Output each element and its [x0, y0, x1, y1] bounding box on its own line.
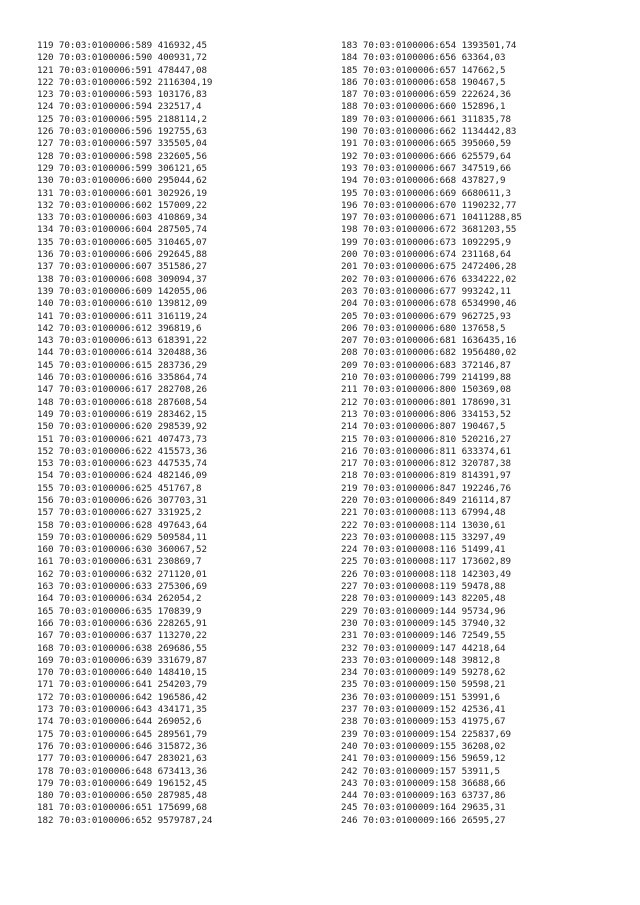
table-row: 189 70:03:0100006:661 311835,78: [341, 113, 511, 125]
table-row: 187 70:03:0100006:659 222624,36: [341, 89, 511, 101]
table-row: 144 70:03:0100006:614 320488,36: [37, 347, 207, 359]
table-row: 210 70:03:0100006:799 214199,88: [341, 372, 511, 384]
table-row: 217 70:03:0100006:812 320787,38: [341, 458, 511, 470]
table-row: 199 70:03:0100006:673 1092295,9: [341, 236, 511, 248]
table-row: 171 70:03:0100006:641 254203,79: [37, 679, 207, 691]
table-row: 195 70:03:0100006:669 6680611,3: [341, 187, 511, 199]
table-row: 121 70:03:0100006:591 478447,08: [37, 64, 207, 76]
table-row: 183 70:03:0100006:654 1393501,74: [341, 40, 517, 51]
table-row: 234 70:03:0100009:149 59278,62: [341, 667, 506, 679]
table-row: 132 70:03:0100006:602 157009,22: [37, 199, 207, 211]
table-row: 239 70:03:0100009:154 225837,69: [341, 728, 511, 740]
table-row: 168 70:03:0100006:638 269686,55: [37, 642, 207, 654]
table-row: 136 70:03:0100006:606 292645,88: [37, 249, 207, 261]
right-column: [341, 40, 631, 827]
table-row: 173 70:03:0100006:643 434171,35: [37, 704, 207, 716]
table-row: 157 70:03:0100006:627 331925,2: [37, 507, 202, 519]
table-row: 190 70:03:0100006:662 1134442,83: [341, 126, 517, 138]
table-row: 216 70:03:0100006:811 633374,61: [341, 445, 511, 457]
table-row: 126 70:03:0100006:596 192755,63: [37, 126, 207, 138]
table-row: 139 70:03:0100006:609 142055,06: [37, 285, 207, 297]
table-row: 222 70:03:0100008:114 13030,61: [341, 519, 506, 531]
table-row: 226 70:03:0100008:118 142303,49: [341, 568, 511, 580]
table-row: 151 70:03:0100006:621 407473,73: [37, 433, 207, 445]
table-row: 145 70:03:0100006:615 283736,29: [37, 359, 207, 371]
table-row: 242 70:03:0100009:157 53911,5: [341, 765, 500, 777]
table-row: 245 70:03:0100009:164 29635,31: [341, 802, 506, 814]
table-row: 161 70:03:0100006:631 230869,7: [37, 556, 202, 568]
table-row: 224 70:03:0100008:116 51499,41: [341, 544, 506, 556]
table-row: 233 70:03:0100009:148 39812,8: [341, 654, 500, 666]
table-row: 201 70:03:0100006:675 2472406,28: [341, 261, 517, 273]
table-row: 191 70:03:0100006:665 395060,59: [341, 138, 511, 150]
table-row: 175 70:03:0100006:645 289561,79: [37, 728, 207, 740]
table-row: 181 70:03:0100006:651 175699,68: [37, 802, 207, 814]
left-column: [37, 40, 337, 827]
table-row: 158 70:03:0100006:628 497643,64: [37, 519, 207, 531]
table-row: 212 70:03:0100006:801 178690,31: [341, 396, 511, 408]
table-row: 149 70:03:0100006:619 283462,15: [37, 408, 207, 420]
table-row: 186 70:03:0100006:658 190467,5: [341, 76, 506, 88]
table-row: 178 70:03:0100006:648 673413,36: [37, 765, 207, 777]
table-row: 156 70:03:0100006:626 307703,31: [37, 494, 207, 506]
table-row: 122 70:03:0100006:592 2116304,19: [37, 76, 213, 88]
table-row: 154 70:03:0100006:624 482146,09: [37, 470, 207, 482]
table-row: 134 70:03:0100006:604 287505,74: [37, 224, 207, 236]
table-row: 167 70:03:0100006:637 113270,22: [37, 630, 207, 642]
table-row: 172 70:03:0100006:642 196586,42: [37, 691, 207, 703]
table-row: 206 70:03:0100006:680 137658,5: [341, 322, 506, 334]
table-row: 204 70:03:0100006:678 6534990,46: [341, 298, 517, 310]
table-row: 236 70:03:0100009:151 53991,6: [341, 691, 500, 703]
table-row: 194 70:03:0100006:668 437827,9: [341, 175, 506, 187]
table-row: 200 70:03:0100006:674 231168,64: [341, 249, 511, 261]
table-row: 197 70:03:0100006:671 10411288,85: [341, 212, 522, 224]
table-row: 124 70:03:0100006:594 232517,4: [37, 101, 202, 113]
table-row: 214 70:03:0100006:807 190467,5: [341, 421, 506, 433]
table-row: 229 70:03:0100009:144 95734,96: [341, 605, 506, 617]
table-row: 127 70:03:0100006:597 335505,04: [37, 138, 207, 150]
table-row: 243 70:03:0100009:158 36688,66: [341, 777, 506, 789]
table-row: 237 70:03:0100009:152 42536,41: [341, 704, 506, 716]
table-row: 120 70:03:0100006:590 400931,72: [37, 52, 207, 64]
table-row: 202 70:03:0100006:676 6334222,02: [341, 273, 517, 285]
table-row: 138 70:03:0100006:608 309094,37: [37, 273, 207, 285]
table-row: 176 70:03:0100006:646 315872,36: [37, 740, 207, 752]
table-row: 215 70:03:0100006:810 520216,27: [341, 433, 511, 445]
table-row: 192 70:03:0100006:666 625579,64: [341, 150, 511, 162]
table-row: 137 70:03:0100006:607 351586,27: [37, 261, 207, 273]
table-row: 164 70:03:0100006:634 262054,2: [37, 593, 202, 605]
table-row: 232 70:03:0100009:147 44218,64: [341, 642, 506, 654]
table-row: 203 70:03:0100006:677 993242,11: [341, 285, 511, 297]
table-row: 131 70:03:0100006:601 302926,19: [37, 187, 207, 199]
table-row: 231 70:03:0100009:146 72549,55: [341, 630, 506, 642]
table-row: 169 70:03:0100006:639 331679,87: [37, 654, 207, 666]
table-row: 213 70:03:0100006:806 334153,52: [341, 408, 511, 420]
table-row: 152 70:03:0100006:622 415573,36: [37, 445, 207, 457]
table-row: 244 70:03:0100009:163 63737,86: [341, 790, 506, 802]
table-row: 218 70:03:0100006:819 814391,97: [341, 470, 511, 482]
table-row: 228 70:03:0100009:143 82205,48: [341, 593, 506, 605]
table-row: 146 70:03:0100006:616 335864,74: [37, 372, 207, 384]
table-row: 142 70:03:0100006:612 396819,6: [37, 322, 202, 334]
table-row: 150 70:03:0100006:620 298539,92: [37, 421, 207, 433]
table-row: 198 70:03:0100006:672 3681203,55: [341, 224, 517, 236]
table-row: 125 70:03:0100006:595 2188114,2: [37, 113, 207, 125]
table-row: 160 70:03:0100006:630 360067,52: [37, 544, 207, 556]
table-row: 185 70:03:0100006:657 147662,5: [341, 64, 506, 76]
table-row: 153 70:03:0100006:623 447535,74: [37, 458, 207, 470]
table-row: 196 70:03:0100006:670 1190232,77: [341, 199, 517, 211]
table-row: 174 70:03:0100006:644 269052,6: [37, 716, 202, 728]
table-row: 143 70:03:0100006:613 618391,22: [37, 335, 207, 347]
table-row: 209 70:03:0100006:683 372146,87: [341, 359, 511, 371]
table-row: 163 70:03:0100006:633 275306,69: [37, 581, 207, 593]
table-row: 133 70:03:0100006:603 410869,34: [37, 212, 207, 224]
table-row: 130 70:03:0100006:600 295044,62: [37, 175, 207, 187]
table-row: 180 70:03:0100006:650 287985,48: [37, 790, 207, 802]
table-row: 235 70:03:0100009:150 59598,21: [341, 679, 506, 691]
table-row: 148 70:03:0100006:618 287608,54: [37, 396, 207, 408]
table-row: 179 70:03:0100006:649 196152,45: [37, 777, 207, 789]
table-row: 184 70:03:0100006:656 63364,03: [341, 52, 506, 64]
table-row: 240 70:03:0100009:155 36208,02: [341, 740, 506, 752]
table-row: 123 70:03:0100006:593 103176,83: [37, 89, 207, 101]
table-row: 221 70:03:0100008:113 67994,48: [341, 507, 506, 519]
table-row: 165 70:03:0100006:635 170839,9: [37, 605, 202, 617]
table-row: 223 70:03:0100008:115 33297,49: [341, 531, 506, 543]
table-row: 159 70:03:0100006:629 509584,11: [37, 531, 207, 543]
table-row: 225 70:03:0100008:117 173602,89: [341, 556, 511, 568]
table-row: 207 70:03:0100006:681 1636435,16: [341, 335, 517, 347]
table-row: 193 70:03:0100006:667 347519,66: [341, 162, 511, 174]
table-row: 182 70:03:0100006:652 9579787,24: [37, 814, 213, 826]
table-row: 241 70:03:0100009:156 59659,12: [341, 753, 506, 765]
table-row: 128 70:03:0100006:598 232605,56: [37, 150, 207, 162]
table-row: 220 70:03:0100006:849 216114,87: [341, 494, 511, 506]
table-row: 147 70:03:0100006:617 282708,26: [37, 384, 207, 396]
table-row: 205 70:03:0100006:679 962725,93: [341, 310, 511, 322]
table-row: 208 70:03:0100006:682 1956480,02: [341, 347, 517, 359]
table-row: 246 70:03:0100009:166 26595,27: [341, 814, 506, 826]
table-row: 211 70:03:0100006:800 150369,08: [341, 384, 511, 396]
table-row: 238 70:03:0100009:153 41975,67: [341, 716, 506, 728]
table-row: 219 70:03:0100006:847 192246,76: [341, 482, 511, 494]
table-row: 227 70:03:0100008:119 59478,88: [341, 581, 506, 593]
table-row: 141 70:03:0100006:611 316119,24: [37, 310, 207, 322]
table-row: 177 70:03:0100006:647 283021,63: [37, 753, 207, 765]
table-row: 155 70:03:0100006:625 451767,8: [37, 482, 202, 494]
table-row: 188 70:03:0100006:660 152896,1: [341, 101, 506, 113]
table-row: 135 70:03:0100006:605 310465,07: [37, 236, 207, 248]
table-row: 162 70:03:0100006:632 271120,01: [37, 568, 207, 580]
table-row: 129 70:03:0100006:599 306121,65: [37, 162, 207, 174]
table-row: 170 70:03:0100006:640 148410,15: [37, 667, 207, 679]
table-row: 119 70:03:0100006:589 416932,45: [37, 40, 207, 51]
table-row: 140 70:03:0100006:610 139812,09: [37, 298, 207, 310]
table-row: 166 70:03:0100006:636 228265,91: [37, 617, 207, 629]
table-row: 230 70:03:0100009:145 37940,32: [341, 617, 506, 629]
